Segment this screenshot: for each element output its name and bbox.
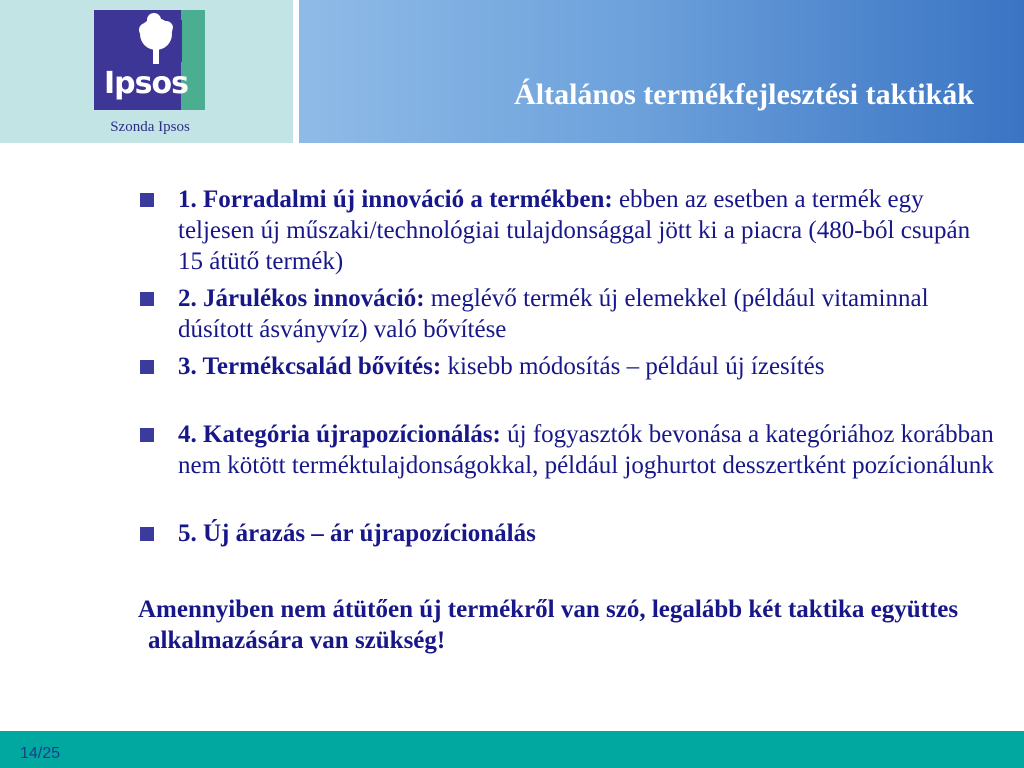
square-bullet-icon: [140, 360, 154, 374]
page-number: 14/25: [20, 745, 61, 762]
logo-text: Ipsos: [104, 66, 188, 101]
logo-caption: Szonda Ipsos: [110, 119, 190, 135]
footer-bar: [0, 731, 1024, 768]
bullet-heading: 5. Új árazás – ár újrapozícionálás: [178, 520, 536, 547]
square-bullet-icon: [140, 428, 154, 442]
summary-text: Amennyiben nem átütően új termékről van szó, legalább két taktika együttes alkalmazására van szükség!: [138, 596, 959, 654]
bullet-heading: 1. Forradalmi új innováció a termékben:: [178, 186, 613, 213]
slide-title: Általános termékfejlesztési taktikák: [514, 78, 974, 111]
square-bullet-icon: [140, 292, 154, 306]
bullet-text: kisebb módosítás – például új ízesítés: [441, 353, 825, 380]
bullet-item: [178, 351, 998, 382]
square-bullet-icon: [140, 527, 154, 541]
bullet-item: [178, 283, 998, 345]
bullet-text: meglévő termék új elemekkel (például vitaminnal dúsított ásványvíz) való bővítése: [178, 285, 929, 343]
square-bullet-icon: [140, 193, 154, 207]
bullet-item: [178, 419, 998, 481]
bullet-heading: 2. Járulékos innováció:: [178, 285, 425, 312]
bullet-heading: 4. Kategória újrapozícionálás:: [178, 421, 501, 448]
bullet-text: új fogyasztók bevonása a kategóriához korábban nem kötött terméktulajdonságokkal, például joghurtot desszertként pozícionálunk: [178, 421, 994, 479]
bullet-item: [178, 184, 998, 277]
bullet-text: ebben az esetben a termék egy teljesen új műszaki/technológiai tulajdonsággal jött ki a piacra (480-ból csupán 15 átütő termék): [178, 186, 971, 275]
bullet-heading: 3. Termékcsalád bővítés:: [178, 353, 442, 380]
bullet-item: [178, 518, 998, 549]
